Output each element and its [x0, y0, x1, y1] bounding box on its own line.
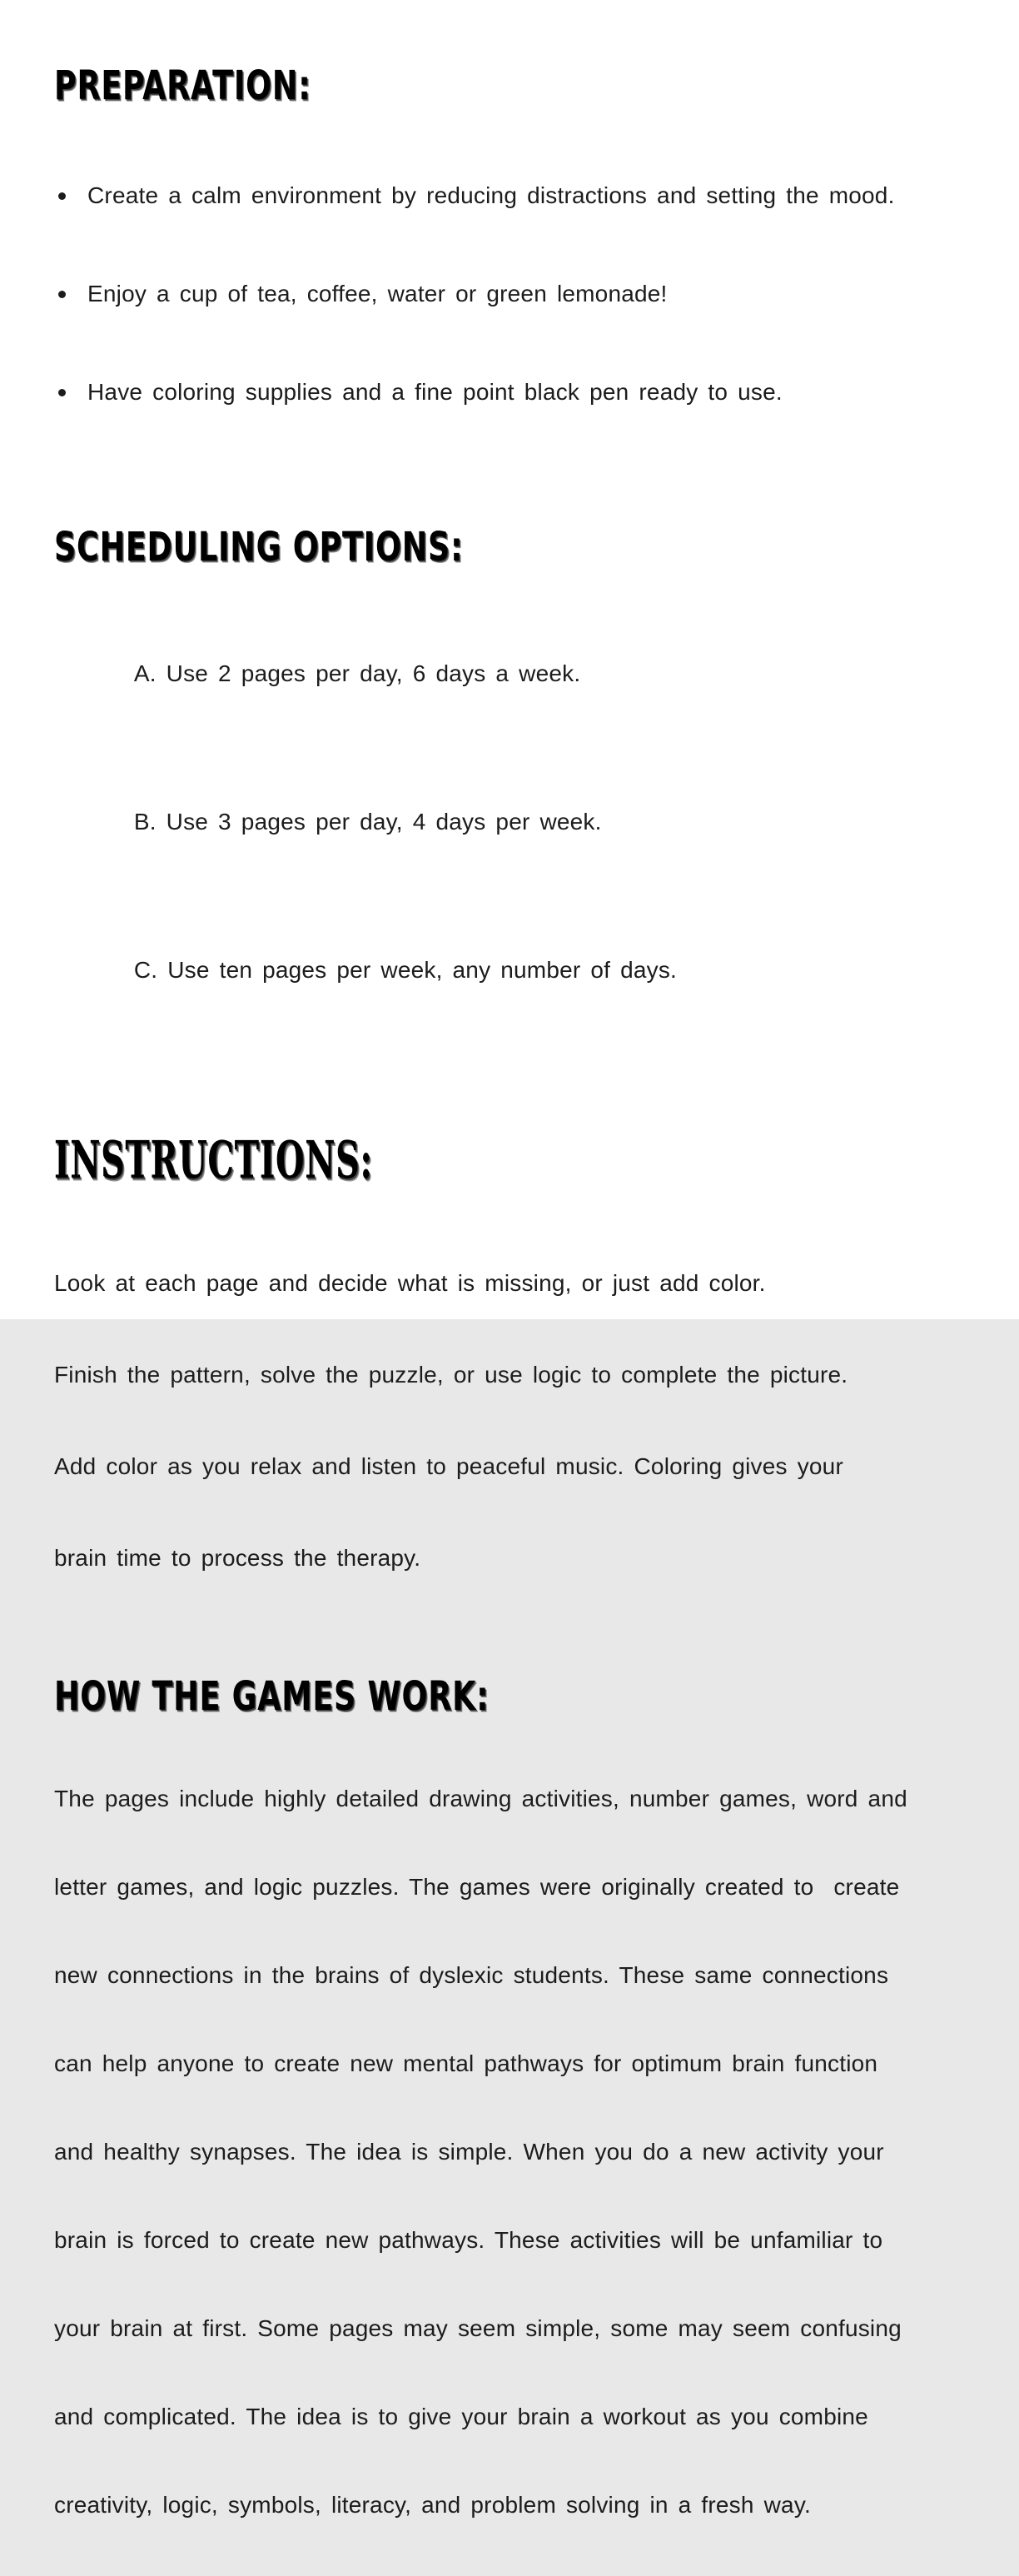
list-item [54, 933, 971, 1008]
how-games-work-heading-text: HOW THE GAMES WORK: [54, 1672, 490, 1720]
paragraph-line: letter games, and logic puzzles. The games were originally created to create [54, 1874, 900, 1901]
section-scheduling-options [54, 523, 971, 1081]
paragraph-line: and complicated. The idea is to give your brain a workout as you combine [54, 2404, 868, 2430]
how-games-work-heading [54, 1672, 971, 1720]
list-item [54, 282, 971, 306]
paragraph-line: your brain at first. Some pages may seem simple, some may seem confusing [54, 2315, 902, 2342]
paragraph-line: The pages include highly detailed drawing activities, number games, word and [54, 1786, 907, 1812]
list-item [54, 183, 971, 208]
bullet-icon [58, 192, 66, 200]
scheduling-options-heading [54, 523, 971, 571]
scheduling-options-heading-text: SCHEDULING OPTIONS: [54, 523, 464, 571]
bullet-icon [58, 291, 66, 298]
instructions-heading-text: INSTRUCTIONS: [54, 1129, 373, 1190]
preparation-heading-text: PREPARATION: [54, 62, 311, 109]
preparation-list [54, 130, 971, 478]
bullet-text: Have coloring supplies and a fine point black pen ready to use. [87, 378, 783, 405]
scheduling-options-list [54, 583, 971, 1081]
list-item [54, 636, 971, 711]
list-item [54, 380, 971, 405]
option-text: B. Use 3 pages per day, 4 days per week. [133, 808, 602, 835]
option-text: A. Use 2 pages per day, 6 days a week. [133, 660, 581, 686]
paragraph-line: Finish the pattern, solve the puzzle, or use logic to complete the picture. [54, 1361, 848, 1388]
bullet-text: Enjoy a cup of tea, coffee, water or green lemonade! [87, 280, 668, 306]
preparation-heading [54, 62, 971, 109]
how-games-work-paragraph [54, 1728, 971, 2576]
instructions-heading [54, 1129, 971, 1190]
paragraph-line: brain time to process the therapy. [54, 1544, 421, 1571]
section-how-the-games-work [54, 1672, 971, 2576]
paragraph-line: can help anyone to create new mental pathways for optimum brain function [54, 2050, 878, 2077]
paragraph-line: Add color as you relax and listen to peaceful music. Coloring gives your [54, 1452, 843, 1479]
paragraph-line: Look at each page and decide what is missing, or just add color. [54, 1269, 766, 1296]
bullet-icon [58, 389, 66, 396]
paragraph-line: creativity, logic, symbols, literacy, and problem solving in a fresh way. [54, 2492, 811, 2519]
paragraph-line: and healthy synapses. The idea is simple. When you do a new activity your [54, 2139, 884, 2165]
section-preparation [54, 62, 971, 478]
paragraph-line: new connections in the brains of dyslexic students. These same connections [54, 1962, 889, 1989]
option-text: C. Use ten pages per week, any number of days. [133, 956, 678, 983]
paragraph-line: brain is forced to create new pathways. These activities will be unfamiliar to [54, 2227, 883, 2254]
section-instructions [54, 1129, 971, 1631]
instructions-paragraph [54, 1211, 971, 1631]
bullet-text: Create a calm environment by reducing distractions and setting the mood. [87, 182, 895, 208]
list-item [54, 785, 971, 859]
